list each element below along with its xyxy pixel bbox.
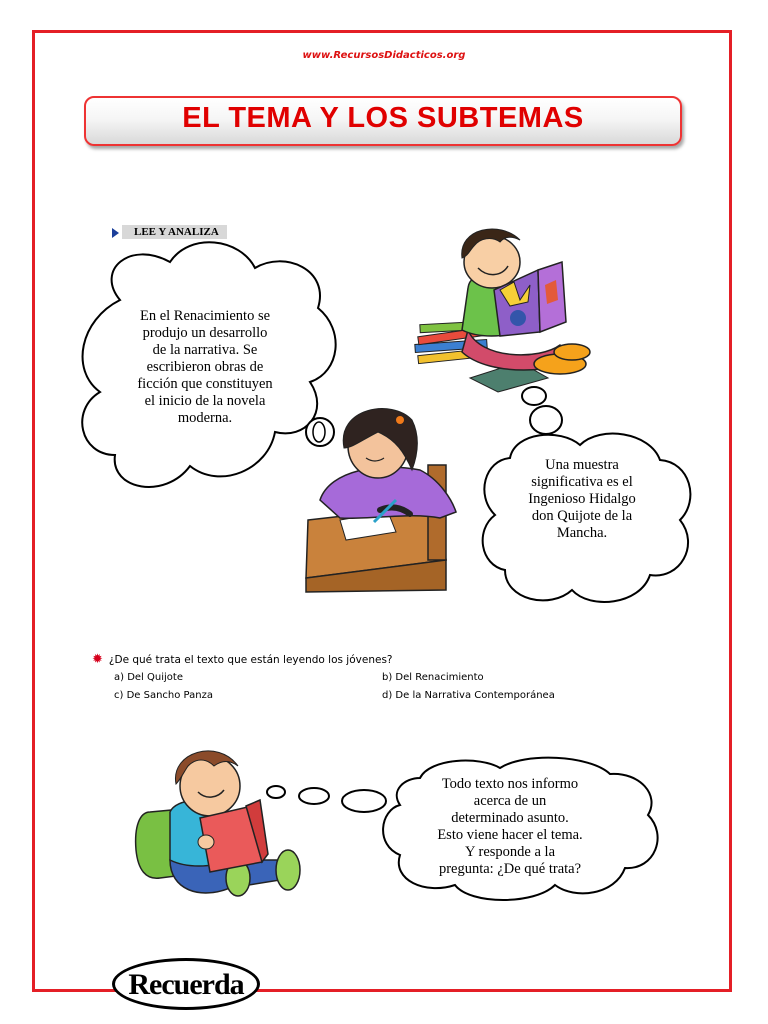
boy-reading-illustration: [415, 229, 590, 392]
thought-bubble-right-text: [502, 457, 662, 542]
star-bullet-icon: ✹: [92, 652, 103, 667]
bubble-line: acerca de un: [473, 793, 547, 809]
option-d[interactable]: d) De la Narrativa Contemporánea: [382, 690, 555, 701]
question: [92, 652, 392, 667]
bubble-line: Todo texto nos informo: [441, 776, 579, 792]
thought-bubble-left-text: [112, 308, 298, 427]
bubble-line: el inicio de la novela: [144, 393, 266, 409]
bubble-line: de la narrativa. Se: [152, 342, 258, 358]
bubble-line: moderna.: [177, 410, 233, 426]
bubble-line: Y responde a la: [464, 844, 556, 860]
bubble-line: En el Renacimiento se: [139, 308, 271, 324]
option-c[interactable]: c) De Sancho Panza: [114, 690, 213, 701]
page-title: EL TEMA Y LOS SUBTEMAS: [182, 102, 584, 134]
bubble-line: Una muestra: [545, 457, 619, 473]
kid-reading-illustration: [136, 751, 300, 896]
bubble-line: don Quijote de la: [531, 508, 633, 524]
bubble-line: Esto viene hacer el tema.: [437, 827, 583, 843]
bubble-line: Mancha.: [556, 525, 608, 541]
bubble-line: significativa es el: [531, 474, 633, 490]
recuerda-label: Recuerda: [128, 968, 244, 1001]
question-text: ¿De qué trata el texto que están leyendo los jóvenes?: [108, 654, 393, 666]
thought-bubble-bottom-text: [410, 776, 610, 878]
bubble-line: Ingenioso Hidalgo: [528, 491, 636, 507]
option-a[interactable]: a) Del Quijote: [114, 672, 183, 683]
bubble-line: pregunta: ¿De qué trata?: [438, 861, 582, 877]
bubble-line: determinado asunto.: [451, 810, 569, 826]
bubble-line: produjo un desarrollo: [142, 325, 268, 341]
option-b[interactable]: b) Del Renacimiento: [382, 672, 484, 683]
bubble-line: ficción que constituyen: [137, 376, 273, 392]
section-heading-label: LEE Y ANALIZA: [122, 225, 227, 239]
site-url[interactable]: www.RecursosDidacticos.org: [302, 50, 466, 61]
recuerda-badge: [112, 958, 260, 1010]
bubble-line: escribieron obras de: [146, 359, 264, 375]
